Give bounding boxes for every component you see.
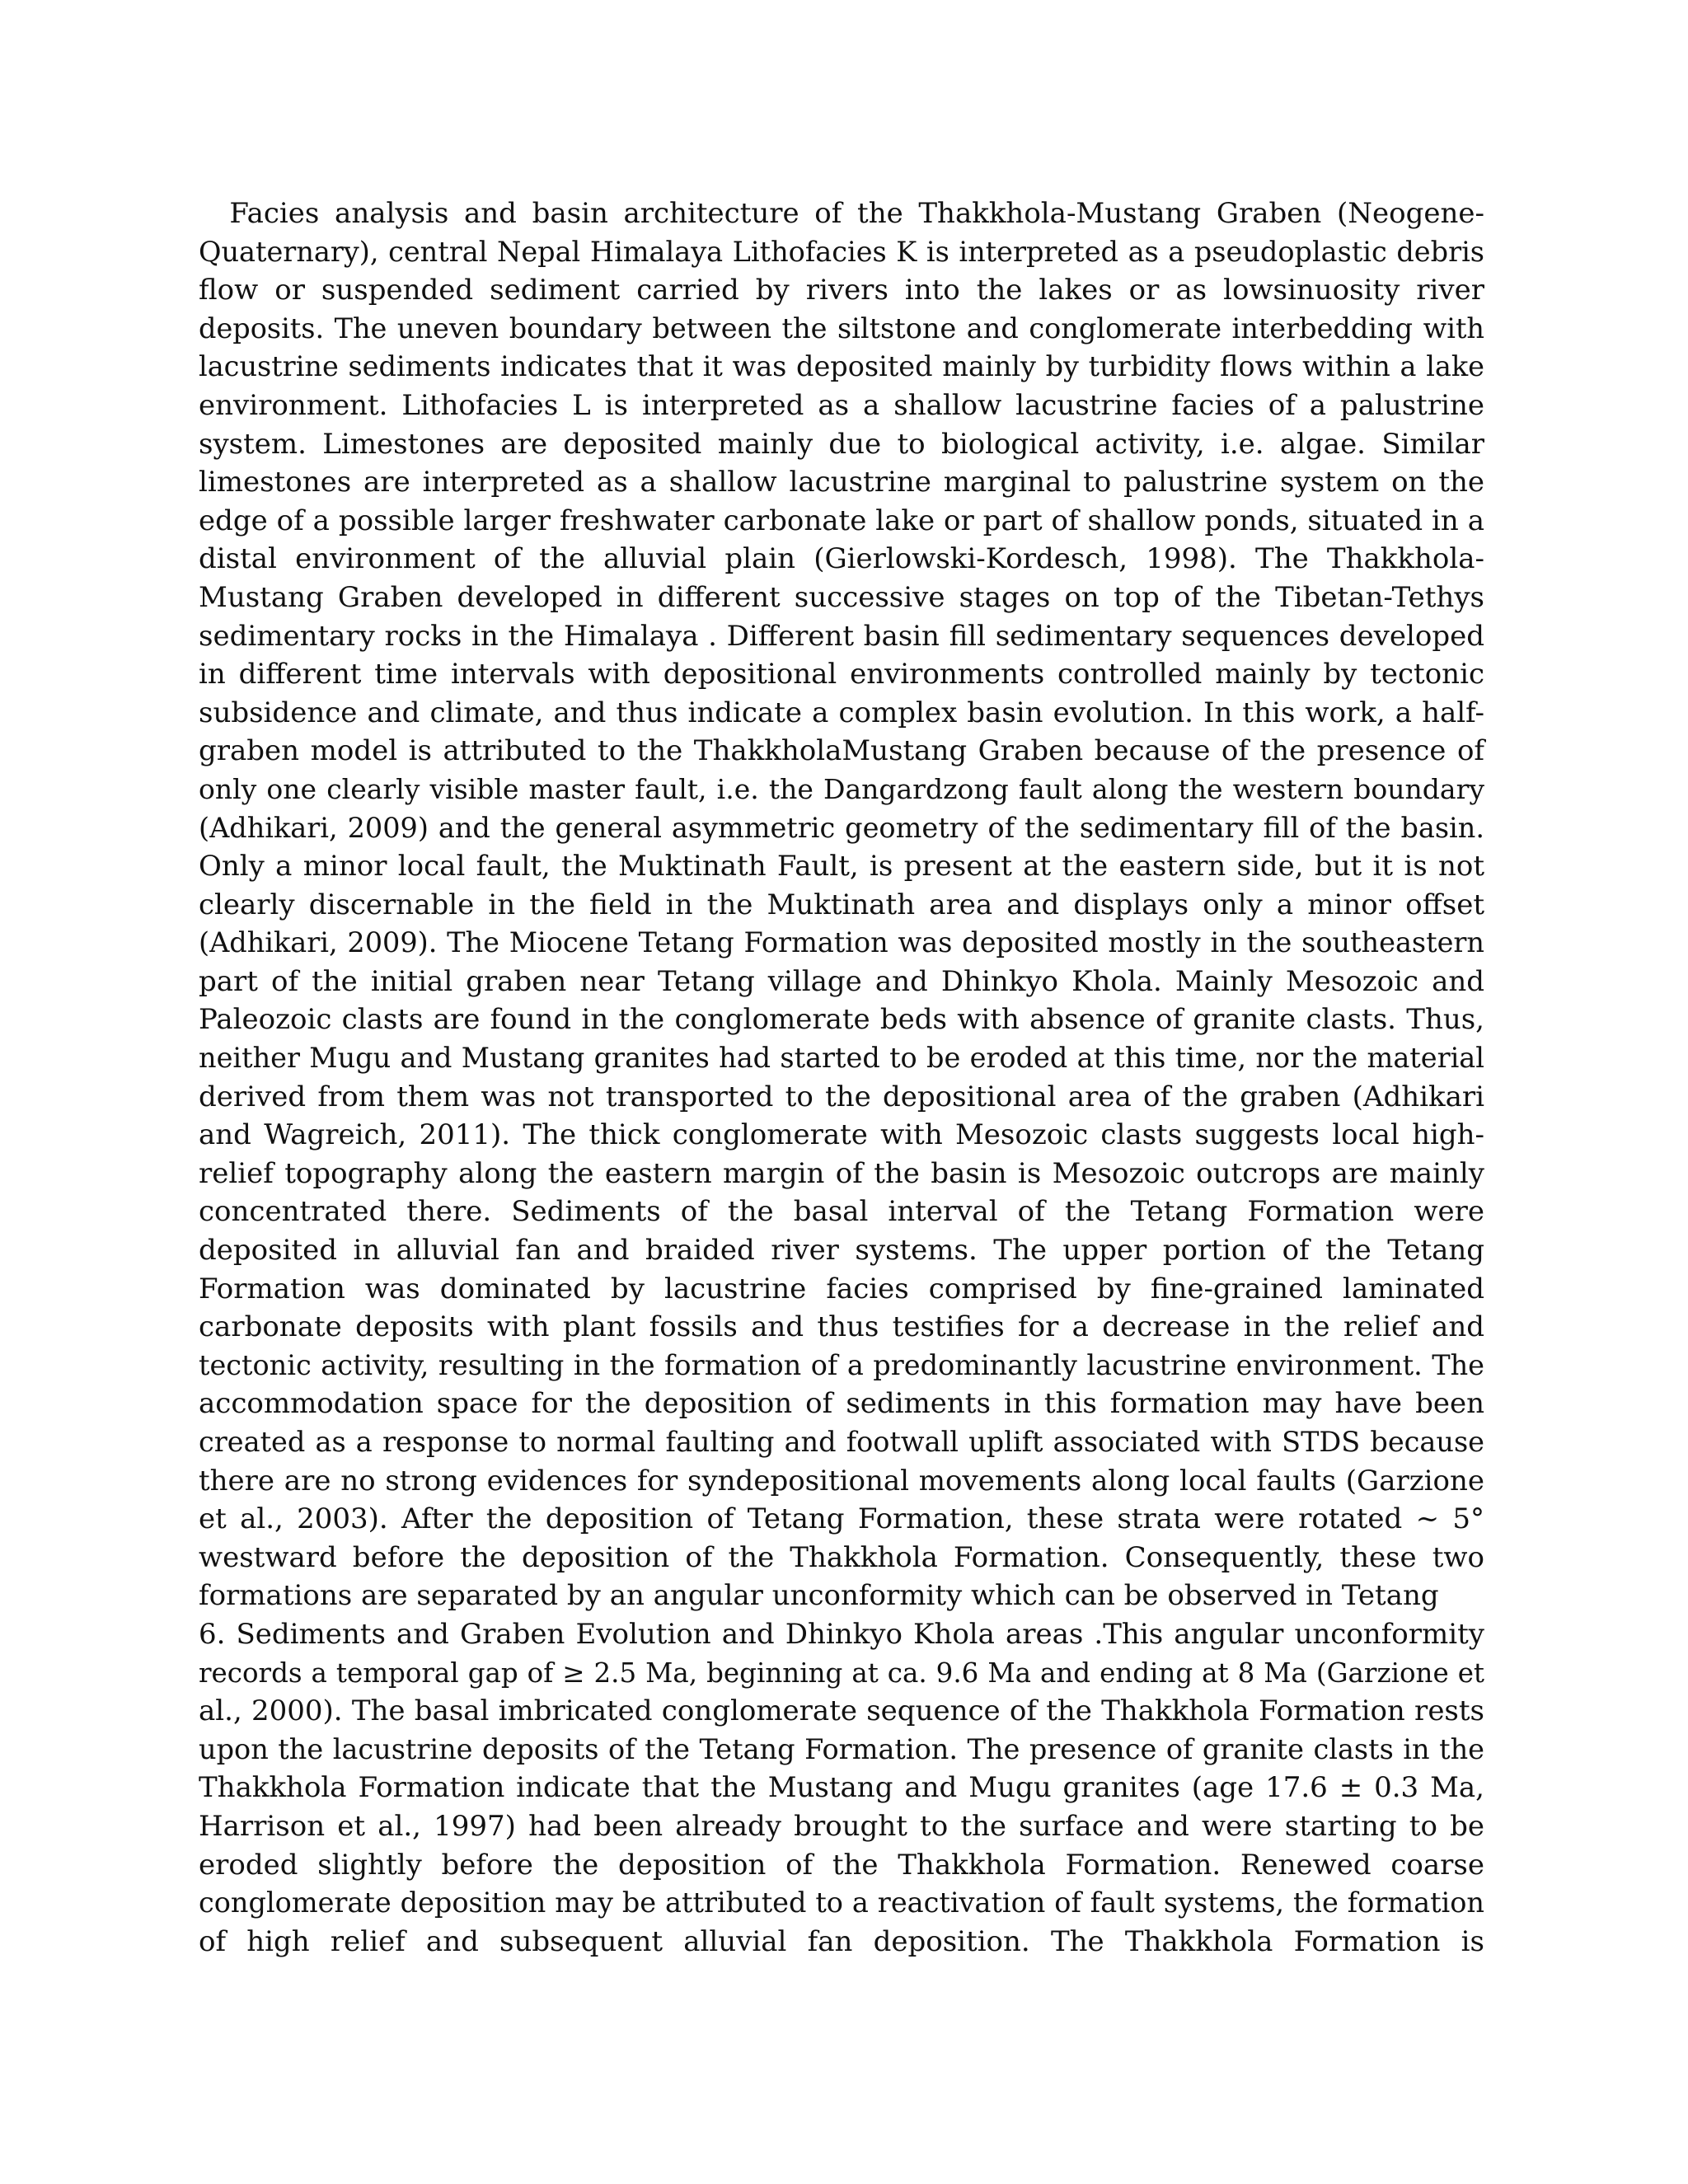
text-line: Mustang Graben developed in different successive stages on top of the Tibetan-Tethys bbox=[199, 580, 1484, 614]
text-line: in different time intervals with depositional environments controlled mainly by tectonic bbox=[199, 658, 1484, 691]
text-line: clearly discernable in the field in the Muktinath area and displays only a minor offset bbox=[199, 888, 1484, 921]
text-line: system. Limestones are deposited mainly due to biological activity, i.e. algae. Similar bbox=[199, 427, 1484, 461]
text-line: formations are separated by an angular unconformity which can be observed in Tetang bbox=[199, 1579, 1439, 1613]
text-line: only one clearly visible master fault, i.e. the Dangardzong fault along the western boundary bbox=[199, 772, 1484, 805]
text-line: subsidence and climate, and thus indicate a complex basin evolution. In this work, a half- bbox=[199, 696, 1484, 729]
text-line: Quaternary), central Nepal Himalaya Lithofacies K is interpreted as a pseudoplastic debris bbox=[199, 235, 1484, 268]
text-line: edge of a possible larger freshwater carbonate lake or part of shallow ponds, situated in a bbox=[199, 504, 1484, 537]
text-line: derived from them was not transported to the depositional area of the graben (Adhikari bbox=[199, 1080, 1484, 1113]
text-line: there are no strong evidences for syndepositional movements along local faults (Garzione bbox=[199, 1464, 1484, 1497]
text-line: accommodation space for the deposition of sediments in this formation may have been bbox=[199, 1387, 1484, 1421]
text-line: et al., 2003). After the deposition of Tetang Formation, these strata were rotated ~ 5° bbox=[199, 1502, 1484, 1536]
text-line: deposited in alluvial fan and braided river systems. The upper portion of the Tetang bbox=[199, 1234, 1484, 1268]
text-line: Formation was dominated by lacustrine facies comprised by fine-grained laminated bbox=[199, 1272, 1484, 1305]
text-line: Only a minor local fault, the Muktinath Fault, is present at the eastern side, but it is not bbox=[199, 850, 1484, 883]
text-line: westward before the deposition of the Thakkhola Formation. Consequently, these two bbox=[199, 1540, 1484, 1574]
body-paragraph bbox=[199, 194, 1484, 1961]
text-line: of high relief and subsequent alluvial fan deposition. The Thakkhola Formation is bbox=[199, 1924, 1484, 1958]
text-line: (Adhikari, 2009) and the general asymmetric geometry of the sedimentary fill of the basin. bbox=[199, 811, 1484, 844]
text-line: al., 2000). The basal imbricated conglomerate sequence of the Thakkhola Formation rests bbox=[199, 1694, 1484, 1728]
text-line: Paleozoic clasts are found in the conglomerate beds with absence of granite clasts. Thus, bbox=[199, 1003, 1484, 1037]
text-line: carbonate deposits with plant fossils and thus testifies for a decrease in the relief and bbox=[199, 1310, 1484, 1344]
text-line: part of the initial graben near Tetang village and Dhinkyo Khola. Mainly Mesozoic and bbox=[199, 964, 1484, 998]
text-line: 6. Sediments and Graben Evolution and Dhinkyo Khola areas .This angular unconformity bbox=[199, 1617, 1484, 1651]
text-line: sedimentary rocks in the Himalaya . Different basin fill sedimentary sequences developed bbox=[199, 619, 1484, 653]
text-line: eroded slightly before the deposition of the Thakkhola Formation. Renewed coarse bbox=[199, 1848, 1484, 1882]
text-line: Thakkhola Formation indicate that the Mustang and Mugu granites (age 17.6 ± 0.3 Ma, bbox=[199, 1771, 1484, 1805]
text-line: tectonic activity, resulting in the formation of a predominantly lacustrine environment. The bbox=[199, 1348, 1484, 1381]
text-line: limestones are interpreted as a shallow lacustrine marginal to palustrine system on the bbox=[199, 466, 1484, 499]
text-line: neither Mugu and Mustang granites had started to be eroded at this time, nor the material bbox=[199, 1042, 1484, 1075]
text-line: upon the lacustrine deposits of the Tetang Formation. The presence of granite clasts in the bbox=[199, 1732, 1484, 1765]
text-line: records a temporal gap of ≥ 2.5 Ma, beginning at ca. 9.6 Ma and ending at 8 Ma (Garzione et bbox=[199, 1657, 1484, 1689]
text-line: created as a response to normal faulting and footwall uplift associated with STDS because bbox=[199, 1426, 1484, 1458]
text-line: flow or suspended sediment carried by rivers into the lakes or as lowsinuosity river bbox=[199, 274, 1484, 307]
text-line: Harrison et al., 1997) had been already brought to the surface and were starting to be bbox=[199, 1809, 1484, 1843]
text-line: distal environment of the alluvial plain (Gierlowski-Kordesch, 1998). The Thakkhola- bbox=[199, 542, 1484, 576]
text-line: (Adhikari, 2009). The Miocene Tetang Formation was deposited mostly in the southeastern bbox=[199, 926, 1484, 959]
text-line: Facies analysis and basin architecture of the Thakkhola-Mustang Graben (Neogene- bbox=[199, 197, 1484, 230]
text-line: concentrated there. Sediments of the basal interval of the Tetang Formation were bbox=[199, 1195, 1484, 1229]
text-line: deposits. The uneven boundary between the siltstone and conglomerate interbedding with bbox=[199, 312, 1484, 344]
text-line: environment. Lithofacies L is interpreted as a shallow lacustrine facies of a palustrine bbox=[199, 388, 1484, 422]
text-line: relief topography along the eastern margin of the basin is Mesozoic outcrops are mainly bbox=[199, 1156, 1484, 1190]
text-line: conglomerate deposition may be attributed to a reactivation of fault systems, the formation bbox=[199, 1886, 1484, 1919]
text-line: and Wagreich, 2011). The thick conglomerate with Mesozoic clasts suggests local high- bbox=[199, 1118, 1484, 1152]
text-line: graben model is attributed to the ThakkholaMustang Graben because of the presence of bbox=[199, 734, 1484, 768]
text-line: lacustrine sediments indicates that it was deposited mainly by turbidity flows within a lake bbox=[199, 350, 1484, 383]
